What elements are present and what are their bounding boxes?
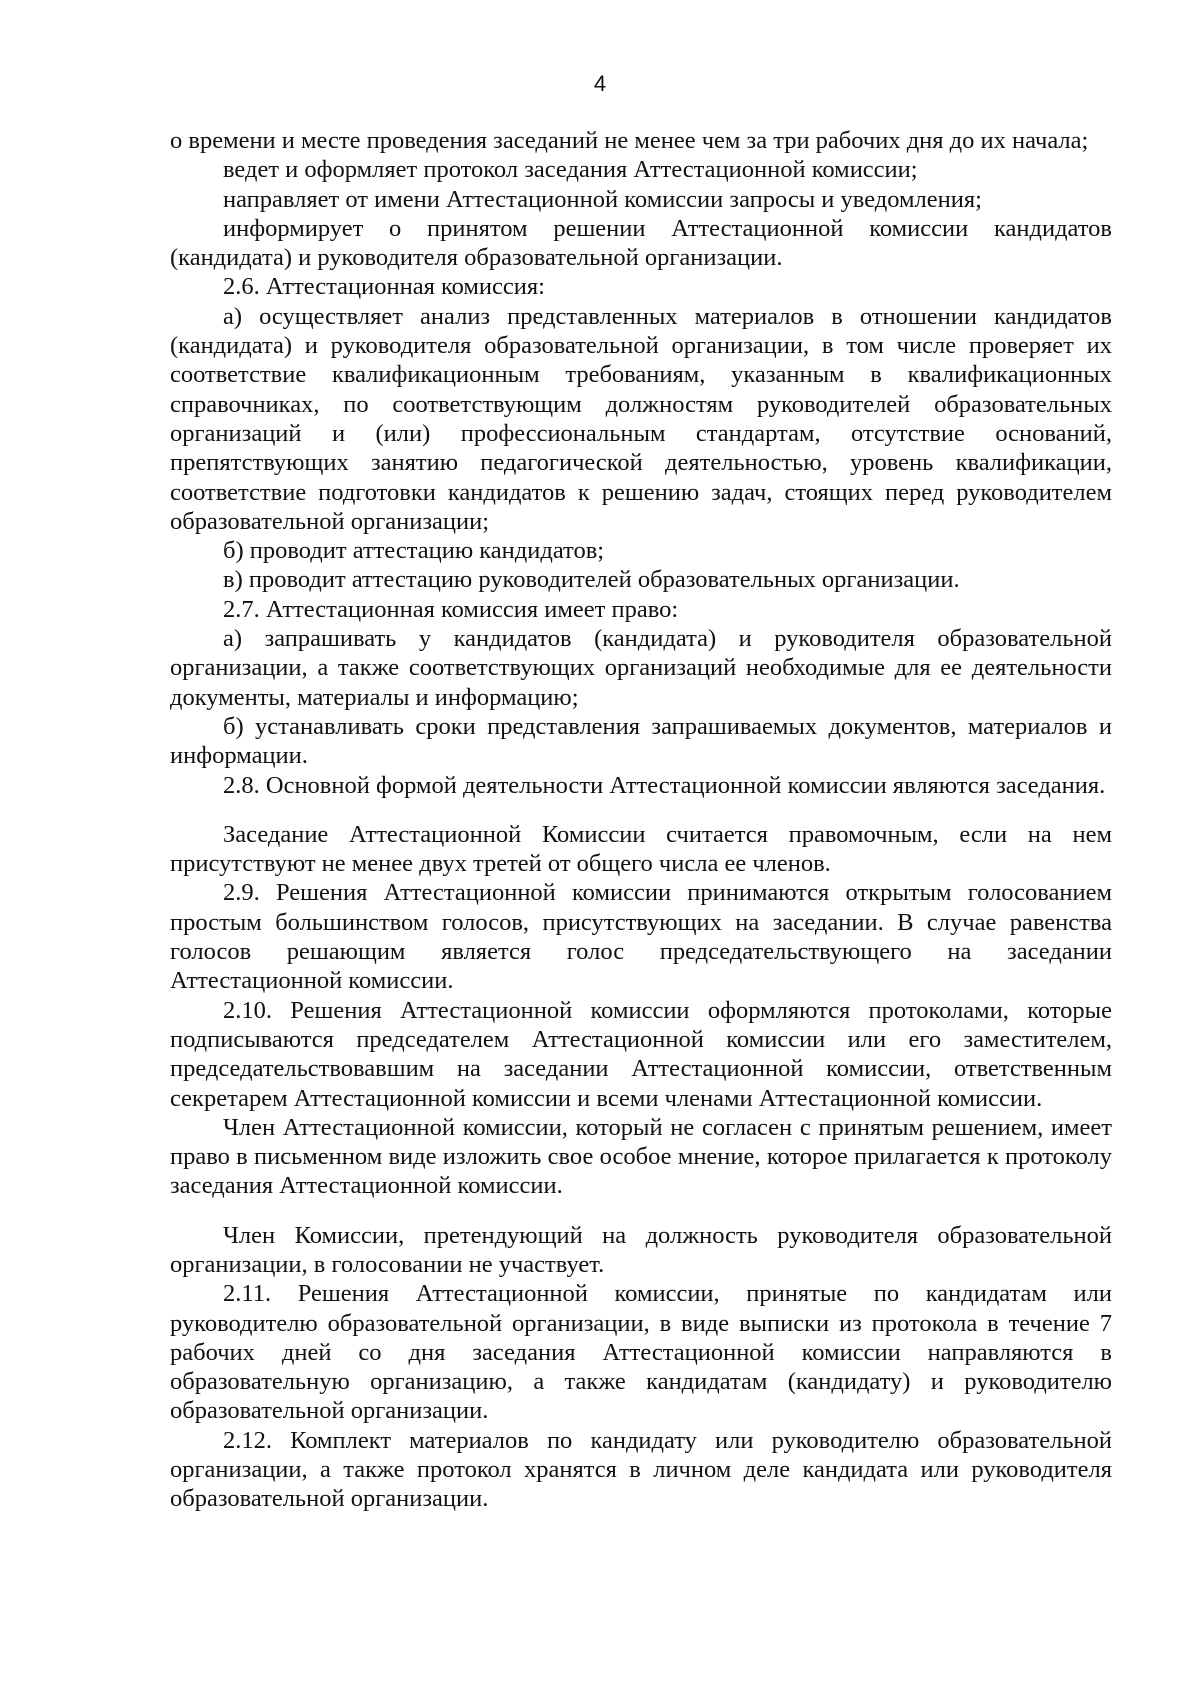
paragraph: 2.10. Решения Аттестационной комиссии оформляются протоколами, которые подписываются председателем Аттестационной комиссии или его заместителем, председательствовавшим на заседании Аттестационной комиссии, ответственным секретарем Аттестационной комиссии и всеми членами Аттестационной комиссии. <box>170 996 1112 1112</box>
paragraph: Заседание Аттестационной Комиссии считается правомочным, если на нем присутствуют не менее двух третей от общего числа ее членов. <box>170 820 1112 878</box>
paragraph: а) осуществляет анализ представленных материалов в отношении кандидатов (кандидата) и руководителя образовательной организации, в том числе проверяет их соответствие квалификационным требованиям, указанным в квалификационных справочниках, по соответствующим должностям руководителей образовательных организаций и (или) профессиональным стандартам, отсутствие оснований, препятствующих занятию педагогической деятельностью, уровень квалификации, соответствие подготовки кандидатов к решению задач, стоящих перед руководителем образовательной организации; <box>170 302 1112 535</box>
page-number: 4 <box>593 71 607 96</box>
paragraph: б) устанавливать сроки представления запрашиваемых документов, материалов и информации. <box>170 712 1112 770</box>
paragraph: ведет и оформляет протокол заседания Аттестационной комиссии; <box>223 156 918 184</box>
paragraph: 2.9. Решения Аттестационной комиссии принимаются открытым голосованием простым большинством голосов, присутствующих на заседании. В случае равенства голосов решающим является голос председательствующего на заседании Аттестационной комиссии. <box>170 879 1112 995</box>
paragraph: направляет от имени Аттестационной комиссии запросы и уведомления; <box>223 185 982 213</box>
document-body <box>170 126 1112 1514</box>
paragraph: 2.12. Комплект материалов по кандидату или руководителю образовательной организации, а также протокол хранятся в личном деле кандидата или руководителя образовательной организации. <box>170 1426 1112 1513</box>
paragraph: в) проводит аттестацию руководителей образовательных организации. <box>223 566 960 594</box>
paragraph: информирует о принятом решении Аттестационной комиссии кандидатов (кандидата) и руководителя образовательной организации. <box>170 214 1112 272</box>
paragraph: а) запрашивать у кандидатов (кандидата) и руководителя образовательной организации, а также соответствующих организаций необходимые для ее деятельности документы, материалы и информацию; <box>170 625 1112 711</box>
paragraph: Член Аттестационной комиссии, который не согласен с принятым решением, имеет право в письменном виде изложить свое особое мнение, которое прилагается к протоколу заседания Аттестационной комиссии. <box>170 1113 1112 1200</box>
paragraph: о времени и месте проведения заседаний не менее чем за три рабочих дня до их начала; <box>170 127 1089 154</box>
paragraph: 2.8. Основной формой деятельности Аттестационной комиссии являются заседания. <box>223 771 1106 799</box>
paragraph: 2.11. Решения Аттестационной комиссии, принятые по кандидатам или руководителю образовательной организации, в виде выписки из протокола в течение 7 рабочих дней со дня заседания Аттестационной комиссии направляются в образовательную организацию, а также кандидатам (кандидату) и руководителю образовательной организации. <box>170 1280 1112 1425</box>
paragraph: б) проводит аттестацию кандидатов; <box>223 537 605 565</box>
section-heading: 2.6. Аттестационная комиссия: <box>223 273 545 301</box>
paragraph: Член Комиссии, претендующий на должность руководителя образовательной организации, в голосовании не участвует. <box>170 1221 1112 1278</box>
section-heading: 2.7. Аттестационная комиссия имеет право: <box>223 595 679 623</box>
